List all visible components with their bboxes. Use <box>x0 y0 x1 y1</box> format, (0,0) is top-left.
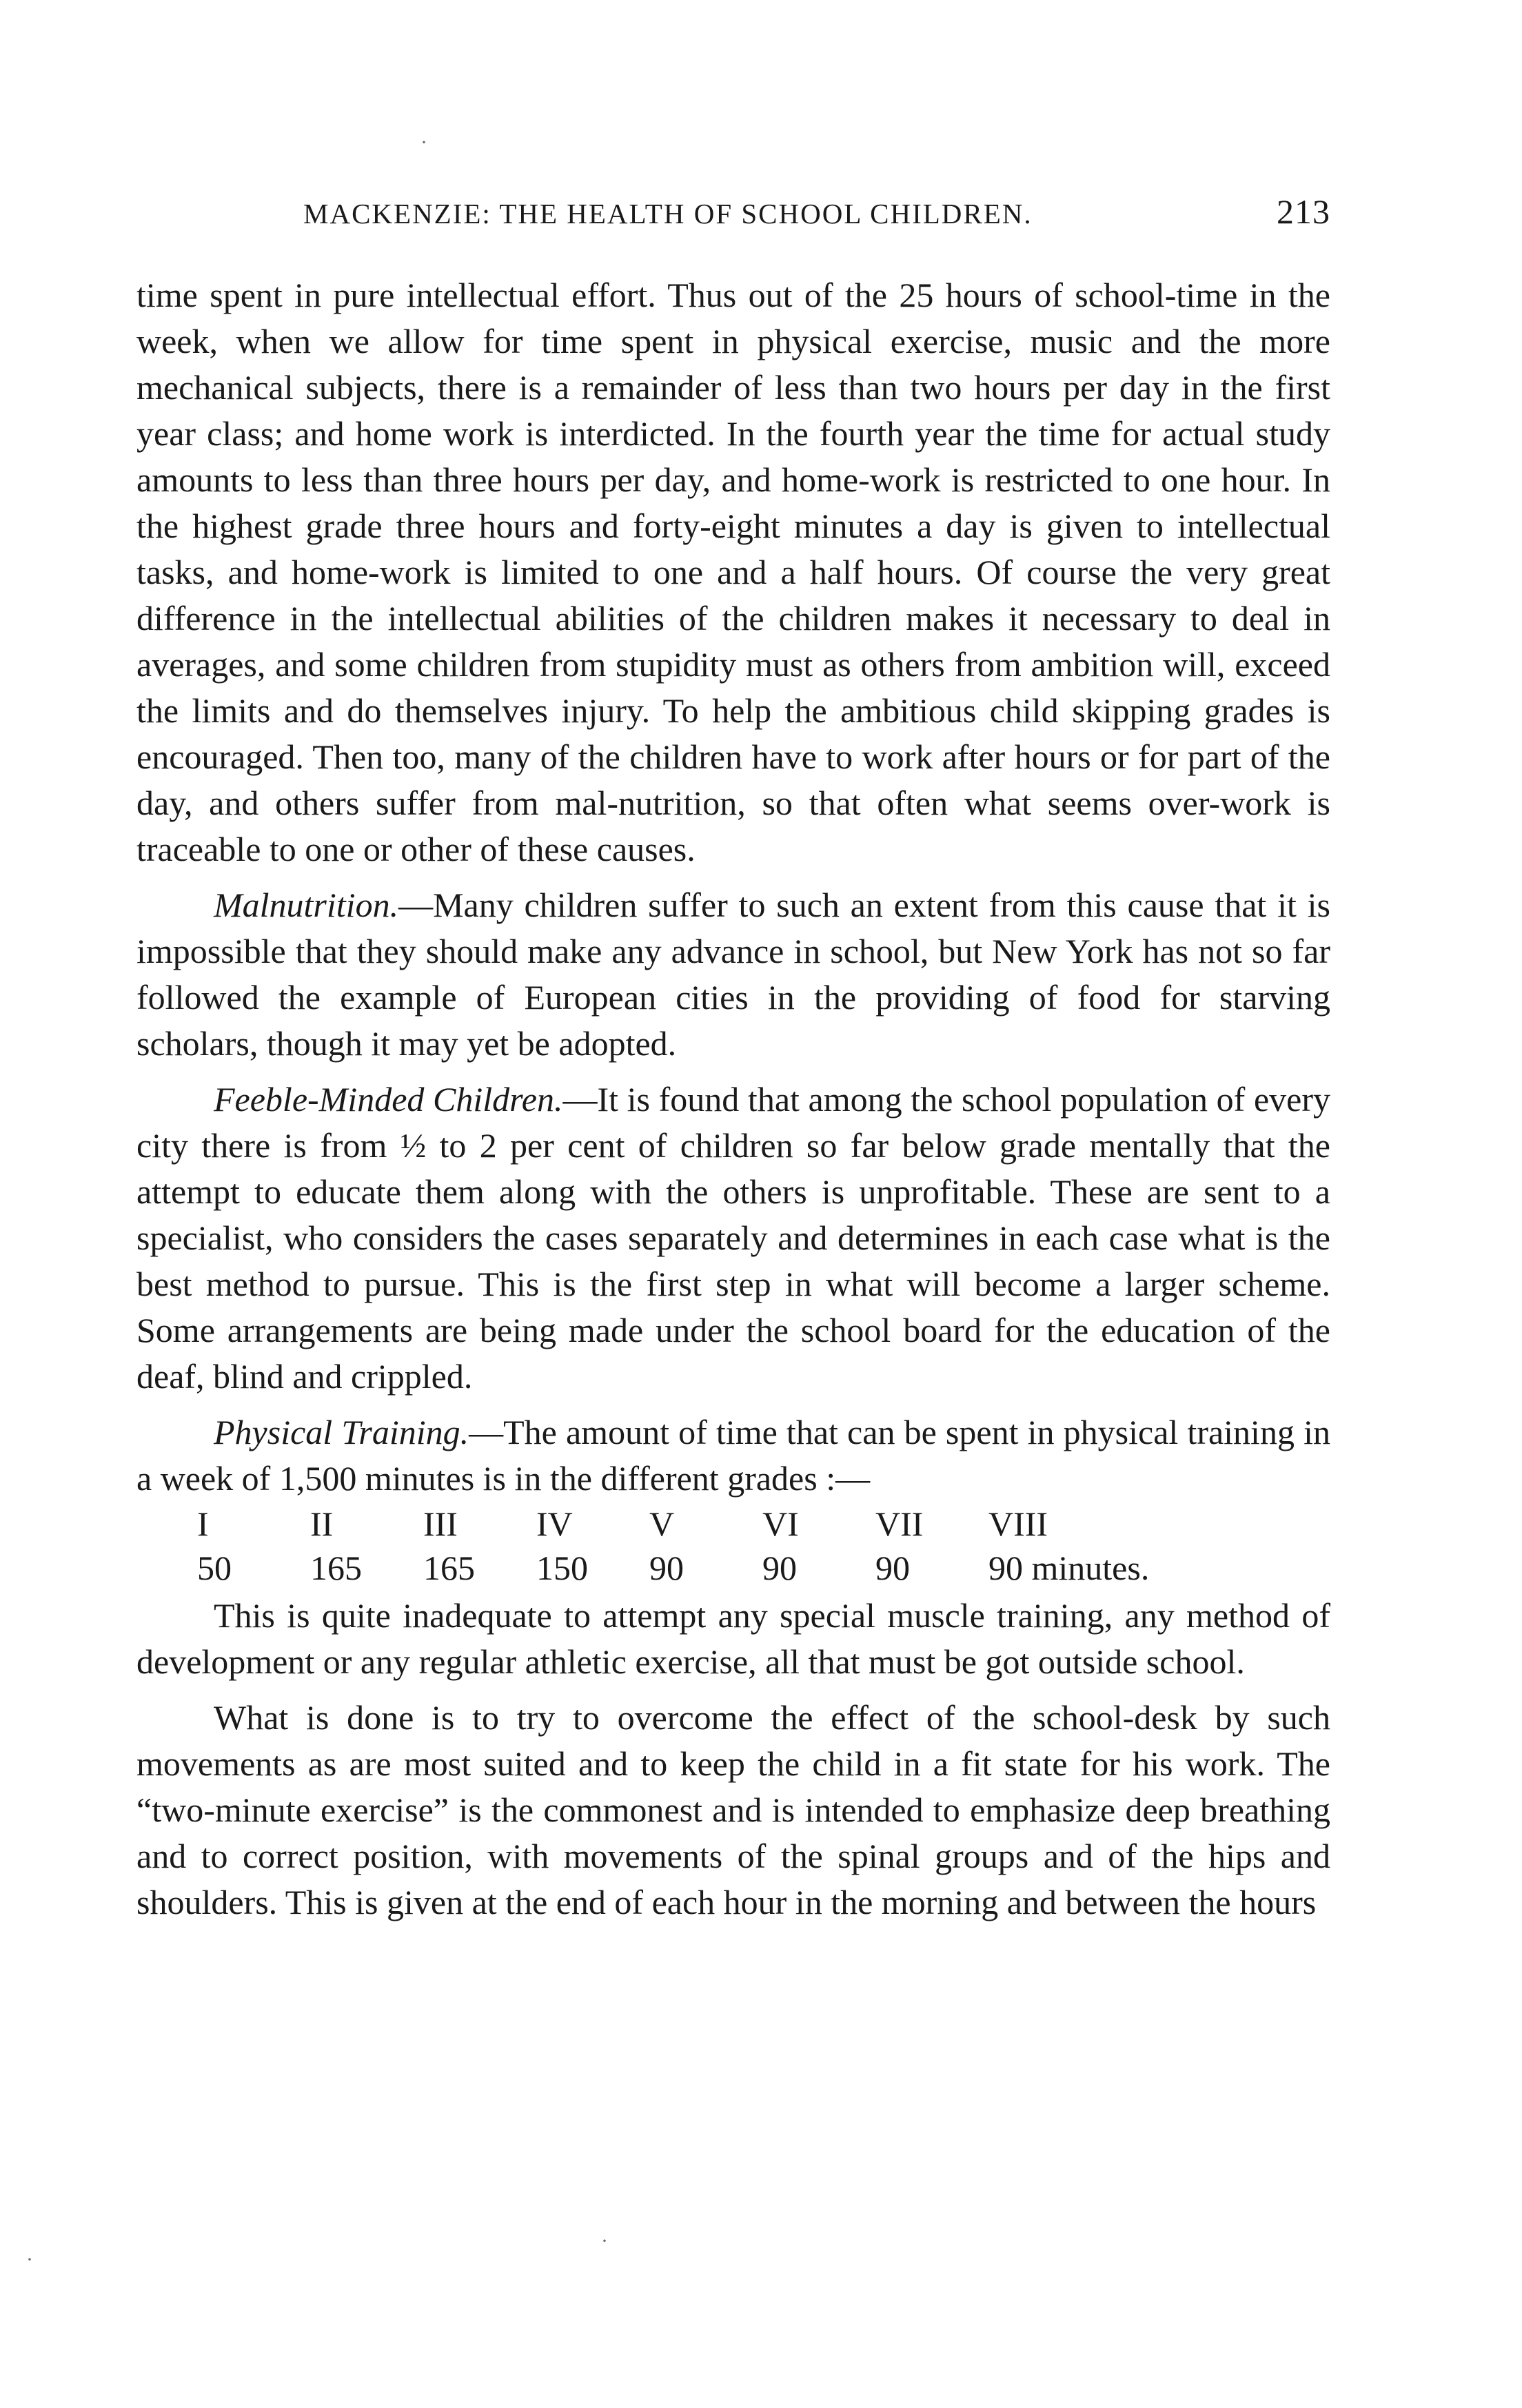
grade-cell: II <box>310 1504 334 1543</box>
scan-speck: · <box>26 2248 33 2271</box>
body-text <box>136 272 1330 1935</box>
minutes-cell: 50 <box>197 1549 232 1587</box>
minutes-cell: 165 <box>423 1549 475 1587</box>
section-heading-feeble-minded: Feeble-Minded Children. <box>214 1080 563 1119</box>
grade-cell: IV <box>536 1504 573 1543</box>
paragraph-text: —It is found that among the school population of every city there is from <box>136 1080 1331 1165</box>
minutes-cell: 150 <box>536 1549 588 1587</box>
paragraph-text: to 2 per cent of children so far below grade mentally that the attempt to educate them along with the others is unprofitable. These are sent to a specialist, who considers the cases separately and determines in each case what is the best method to pursue. This is the first step in what will become a larger scheme. Some arrangements are being made under the school board for the education of the deaf, blind and crippled. <box>136 1126 1330 1396</box>
minutes-cell: 90 <box>762 1549 797 1587</box>
paragraph-text: —Many children suffer to such an extent from this cause that it is impossible that they should make any advance in school, but New York has not so far followed the example of European cities in the providing of food for starving scholars, though it may yet be adopted. <box>136 886 1330 1063</box>
paragraph-feeble-minded <box>136 1077 1330 1400</box>
section-heading-malnutrition: Malnutrition. <box>214 886 399 924</box>
grades-minutes-table <box>197 1502 1216 1590</box>
paragraph-physical-training <box>136 1409 1330 1502</box>
running-title: MACKENZIE: THE HEALTH OF SCHOOL CHILDREN. <box>303 198 1033 229</box>
minutes-cell: 90 minutes. <box>988 1549 1150 1587</box>
grade-cell: VII <box>875 1504 924 1543</box>
scan-speck: · <box>420 131 427 154</box>
section-heading-physical-training: Physical Training. <box>214 1413 469 1451</box>
grade-cell: VI <box>762 1504 799 1543</box>
minutes-cell: 90 <box>875 1549 910 1587</box>
scan-speck: · <box>601 2230 608 2252</box>
grade-cell: V <box>649 1504 675 1543</box>
grades-row <box>197 1502 1216 1546</box>
minutes-cell: 165 <box>310 1549 362 1587</box>
paragraph-exercise: What is done is to try to overcome the effect of the school-desk by such movements as are most suited and to keep the child in a fit state for his work. The “two-minute exercise” is the commonest and is intended to emphasize deep breathing and to correct position, with movements of the spinal groups and of the hips and shoulders. This is given at the end of each hour in the morning and between the hours <box>136 1698 1330 1921</box>
grade-cell: VIII <box>988 1504 1048 1543</box>
paragraph-continuation: time spent in pure intellectual effort. Thus out of the 25 hours of school-time in the week, when we allow for time spent in physical exercise, music and the more mechanical subjects, there is a remainder of less than two hours per day in the first year class; and home work is interdicted. In the fourth year the time for actual study amounts to less than three hours per day, and home-work is restricted to one hour. In the highest grade three hours and forty-eight minutes a day is given to intellectual tasks, and home-work is limited to one and a half hours. Of course the very great difference in the intellectual abilities of the children makes it necessary to deal in averages, and some children from stupidity must as others from ambition will, exceed the limits and do themselves injury. To help the ambitious child skipping grades is encouraged. Then too, many of the children have to work after hours or for part of the day, and others suffer from mal-nutrition, so that often what seems over-work is traceable to one or other of these causes. <box>136 276 1330 868</box>
minutes-cell: 90 <box>649 1549 684 1587</box>
fraction-half: ½ <box>400 1126 427 1165</box>
paragraph-malnutrition <box>136 882 1330 1067</box>
grade-cell: I <box>197 1504 209 1543</box>
minutes-row <box>197 1546 1216 1590</box>
grade-cell: III <box>423 1504 458 1543</box>
page-number: 213 <box>1277 192 1330 231</box>
paragraph-text: —The amount of time that can be spent in physical training in a week of 1,500 minutes is in the different grades :— <box>136 1413 1330 1498</box>
paragraph-inadequate: This is quite inadequate to attempt any special muscle training, any method of development or any regular athletic exercise, all that must be got outside school. <box>136 1596 1330 1681</box>
